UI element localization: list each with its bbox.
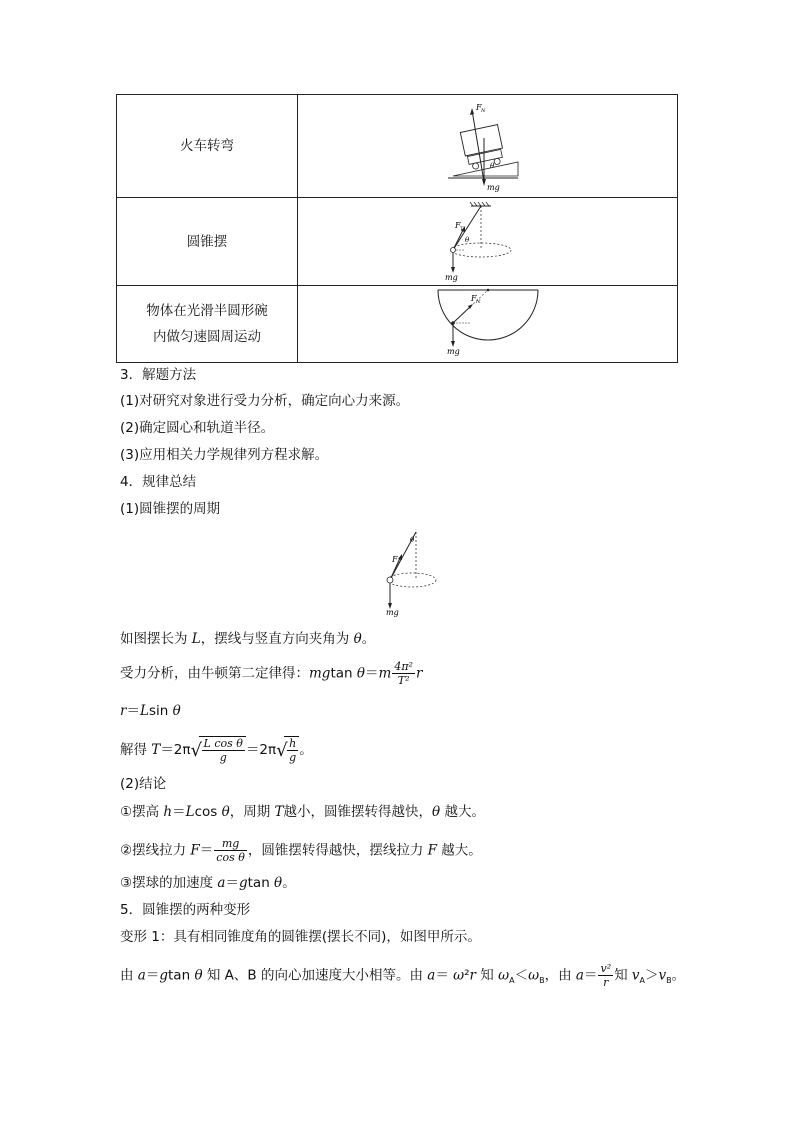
- table-row: [117, 198, 678, 286]
- theta-label: θ: [464, 235, 469, 244]
- bowl-figure: [298, 286, 678, 363]
- row-label-train: 火车转弯: [117, 95, 298, 198]
- mg-label: mg: [446, 347, 460, 356]
- ft-label: F: [454, 220, 461, 230]
- theta-label: θ: [489, 162, 494, 170]
- table-row: [117, 286, 678, 363]
- mg-label: mg: [444, 272, 458, 282]
- row-label-conical: 圆锥摆: [117, 198, 298, 286]
- bowl-label-line2: 内做匀速圆周运动: [153, 329, 261, 345]
- para-period-result: 解得 T＝2π √ $\frac{\text{L cos θ}}{g}$ ＝2π √ $\frac{h}{g}$ 。: [120, 737, 313, 764]
- f-label: F: [392, 555, 398, 564]
- conclusion-2: ②摆线拉力 F＝ $\frac{mg}{\text{cos θ}}$ ，圆锥摆转得越快，摆线拉力 F 越大。: [120, 837, 482, 864]
- row-label-bowl: [117, 286, 298, 363]
- conclusion-3: ③摆球的加速度 a＝gtan θ。: [120, 875, 296, 891]
- section3-heading: 3．解题方法: [120, 367, 197, 383]
- table-row: [117, 95, 678, 198]
- bowl-diagram: [433, 287, 543, 361]
- section5-variant1: 变形 1：具有相同锥度角的圆锥摆(摆长不同)，如图甲所示。: [120, 929, 481, 945]
- train-turn-diagram: [438, 98, 538, 194]
- section4-heading: 4．规律总结: [120, 474, 197, 490]
- bowl-label-line1: 物体在光滑半圆形碗: [146, 303, 268, 319]
- para-radius: r＝Lsin θ: [120, 703, 181, 719]
- section3-item1: (1)对研究对象进行受力分析，确定向心力来源。: [120, 393, 410, 409]
- conclusion-1: ①摆高 h＝Lcos θ，周期 T越小，圆锥摆转得越快，θ 越大。: [120, 804, 485, 820]
- fn-sub: N: [480, 108, 485, 114]
- section4-sub1: (1)圆锥摆的周期: [120, 501, 221, 517]
- section3-item2: (2)确定圆心和轨道半径。: [120, 420, 275, 436]
- fn-sub: N: [475, 299, 480, 305]
- para-pendulum-length: 如图摆长为 L，摆线与竖直方向夹角为 θ。: [120, 631, 376, 647]
- mg-label: mg: [486, 183, 500, 192]
- para-newton: 受力分析，由牛顿第二定律得：mgtan θ＝m $\frac{\text{4π²}}{\text{T²}}$ r: [120, 660, 423, 687]
- section4-sub2: (2)结论: [120, 776, 167, 792]
- ft-sub: T: [459, 225, 463, 232]
- section5-heading: 5．圆锥摆的两种变形: [120, 902, 251, 918]
- conical-pendulum-figure: [298, 198, 678, 286]
- section3-item3: (3)应用相关力学规律列方程求解。: [120, 447, 329, 463]
- fn-label: F: [470, 294, 477, 303]
- theta-label: θ: [410, 536, 415, 544]
- conical-period-figure: [372, 526, 442, 618]
- section5-last-line: 由 a＝gtan θ 知 A、B 的向心加速度大小相等。由 a＝ ω²r 知 $\omega_A<\omega_B$，由 a＝ $\frac{\text{v²}}{r}$ 知 $v_A>v_B$。: [120, 962, 686, 989]
- train-turn-figure: [298, 95, 678, 198]
- fn-label: F: [475, 103, 482, 112]
- cases-table: [116, 94, 678, 363]
- mg-label: mg: [386, 608, 399, 617]
- conical-pendulum-diagram: [433, 200, 543, 284]
